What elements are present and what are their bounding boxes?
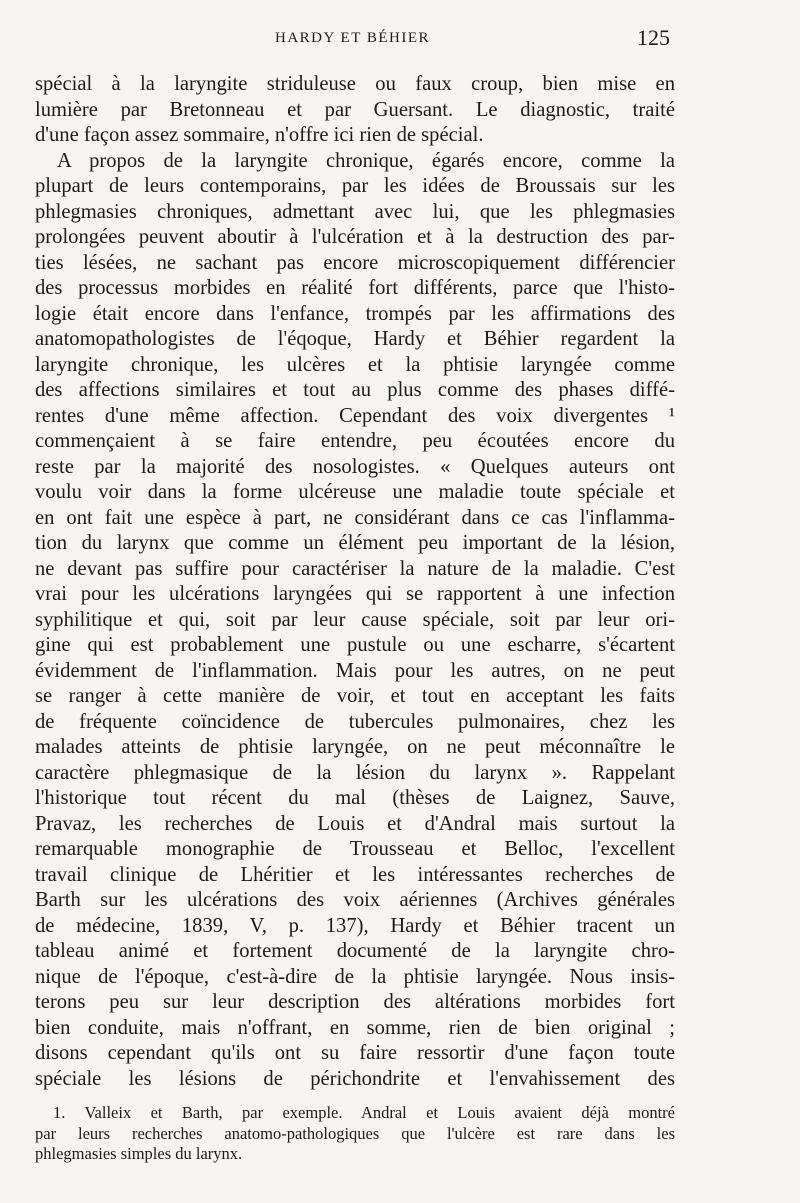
text-line: reste par la majorité des nosologistes. « Quelques auteurs ont (35, 455, 675, 478)
footnote-line: par leurs recherches anatomo-pathologiques que l'ulcère est rare dans les (35, 1123, 675, 1143)
text-line: commençaient à se faire entendre, peu écoutées encore du (35, 430, 675, 452)
text-line: nique de l'époque, c'est-à-dire de la phtisie laryngée. Nous insis- (35, 965, 675, 988)
text-line: anatomopathologistes de l'éqoque, Hardy et Béhier regardent la (35, 328, 675, 350)
text-line: bien conduite, mais n'offrant, en somme, rien de bien original ; (35, 1016, 675, 1039)
text-line: ties lésées, ne sachant pas encore microscopiquement différencier (35, 251, 675, 274)
text-line: travail clinique de Lhéritier et les intéressantes recherches de (35, 863, 675, 886)
text-line: plupart de leurs contemporains, par les idées de Broussais sur les (35, 175, 675, 197)
text-line: terons peu sur leur description des altérations morbides fort (35, 991, 675, 1013)
text-line: tion du larynx que comme un élément peu important de la lésion, (35, 532, 675, 554)
text-line: gine qui est probablement une pustule ou une escharre, s'écartent (35, 634, 675, 656)
text-line: de fréquente coïncidence de tubercules pulmonaires, chez les (35, 710, 675, 733)
text-line: Barth sur les ulcérations des voix aériennes (Archives générales (35, 889, 675, 911)
text-line: se ranger à cette manière de voir, et tout en acceptant les faits (35, 685, 675, 707)
text-line: spécial à la laryngite striduleuse ou faux croup, bien mise en (35, 73, 675, 95)
text-line: caractère phlegmasique de la lésion du larynx ». Rappelant (35, 761, 675, 784)
text-line: évidemment de l'inflammation. Mais pour les autres, on ne peut (35, 659, 675, 682)
text-line: laryngite chronique, les ulcères et la phtisie laryngée comme (35, 353, 675, 376)
page-header (35, 25, 670, 58)
text-line: lumière par Bretonneau et par Guersant. Le diagnostic, traité (35, 98, 675, 121)
body-text (35, 72, 675, 1092)
text-line: tableau animé et fortement documenté de la laryngite chro- (35, 940, 675, 962)
text-line: syphilitique et qui, soit par leur cause spéciale, soit par leur ori- (35, 608, 675, 631)
text-line: des affections similaires et tout au plus comme des phases diffé- (35, 379, 675, 401)
text-line: phlegmasies chroniques, admettant avec lui, que les phlegmasies (35, 200, 675, 223)
text-line: d'une façon assez sommaire, n'offre ici rien de spécial. (35, 124, 484, 146)
running-head: HARDY ET BÉHIER (275, 30, 430, 46)
text-line: prolongées peuvent aboutir à l'ulcération et à la destruction des par- (35, 226, 675, 248)
text-line: voulu voir dans la forme ulcéreuse une maladie toute spéciale et (35, 481, 675, 503)
text-line: des processus morbides en réalité fort différents, parce que l'histo- (35, 277, 675, 299)
footnote-line: phlegmasies simples du larynx. (35, 1144, 243, 1163)
text-line: A propos de la laryngite chronique, égarés encore, comme la (57, 149, 675, 172)
footnote-line: 1. Valleix et Barth, par exemple. Andral et Louis avaient déjà montré (53, 1103, 675, 1122)
text-line: rentes d'une même affection. Cependant des voix divergentes ¹ (35, 404, 675, 427)
text-line: malades atteints de phtisie laryngée, on ne peut méconnaître le (35, 736, 675, 758)
text-line: de médecine, 1839, V, p. 137), Hardy et Béhier tracent un (35, 914, 675, 937)
text-line: vrai pour les ulcérations laryngées qui se rapportent à une infection (35, 583, 675, 605)
text-line: en ont fait une espèce à part, ne considérant dans ce cas l'inflamma- (35, 506, 675, 529)
text-line: ne devant pas suffire pour caractériser la nature de la maladie. C'est (35, 557, 675, 580)
text-line: disons cependant qu'ils ont su faire ressortir d'une façon toute (35, 1042, 675, 1064)
page-number: 125 (637, 25, 670, 50)
text-line: spéciale les lésions de périchondrite et l'envahissement des (35, 1067, 675, 1090)
text-line: l'historique tout récent du mal (thèses de Laignez, Sauve, (35, 787, 675, 809)
text-line: logie était encore dans l'enfance, trompés par les affirmations des (35, 302, 675, 325)
text-line: remarquable monographie de Trousseau et Belloc, l'excellent (35, 838, 675, 860)
footnotes (35, 1103, 675, 1165)
text-line: Pravaz, les recherches de Louis et d'Andral mais surtout la (35, 812, 675, 835)
